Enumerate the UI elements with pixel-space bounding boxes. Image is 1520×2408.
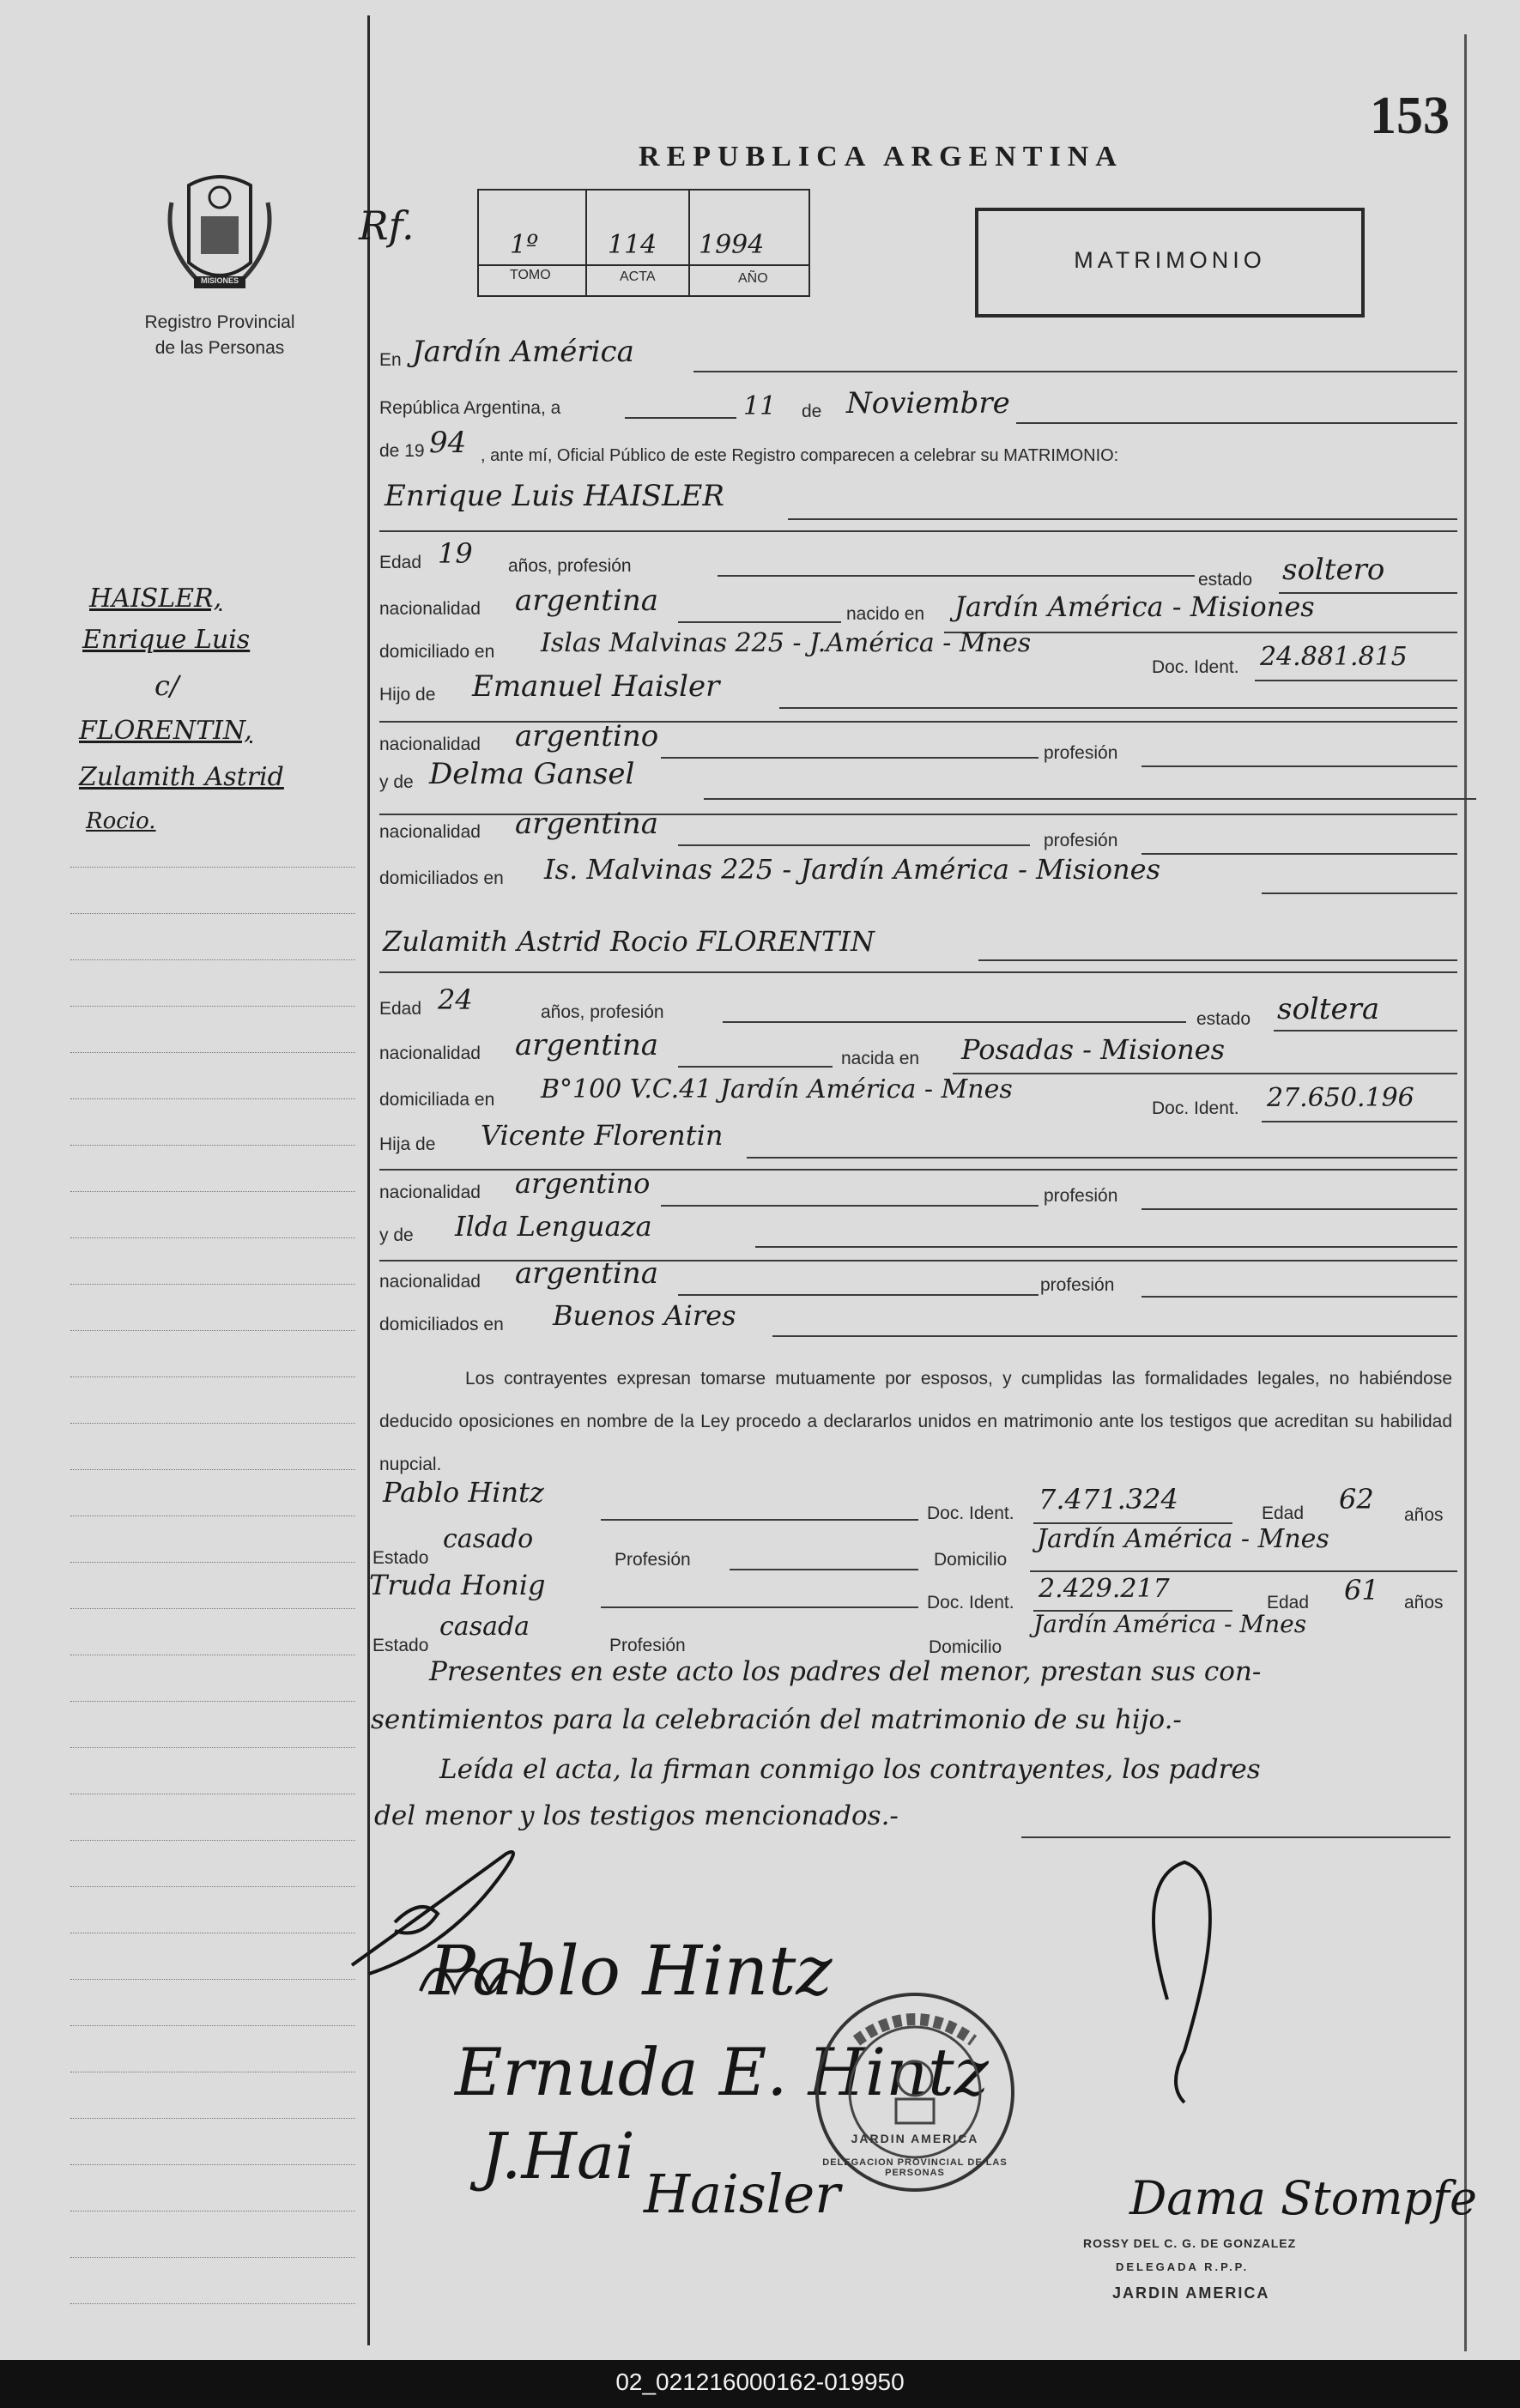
margin-rule-line (70, 2303, 355, 2304)
bride-birthplace: Posadas - Misiones (961, 1033, 1226, 1066)
groom-nationality: argentina (515, 584, 659, 618)
label-domicilio: Domicilio (934, 1550, 1008, 1570)
groom-doc: 24.881.815 (1260, 642, 1408, 672)
annotation-line: Leída el acta, la firman conmigo los contrayentes, los padres (439, 1754, 1261, 1785)
margin-note-line: c/ (154, 669, 179, 702)
witness-1-doc: 7.471.324 (1039, 1483, 1178, 1516)
tomo-label: TOMO (510, 268, 551, 282)
margin-rule-line (70, 1284, 355, 1285)
margin-rule-line (70, 2257, 355, 2258)
annotation-line: del menor y los testigos mencionados.- (374, 1800, 899, 1831)
margin-rule-line (70, 1006, 355, 1007)
groom-father: Emanuel Haisler (472, 669, 720, 704)
groom-status: soltero (1282, 553, 1385, 587)
bride-mother-nationality: argentina (515, 1256, 659, 1291)
label-domicilio: Domicilio (929, 1637, 1002, 1657)
acta-value: 114 (608, 230, 657, 260)
rf-mark: Rf. (359, 203, 415, 249)
label-nacionalidad: nacionalidad (379, 599, 481, 619)
margin-rule-line (70, 1747, 355, 1748)
witness-2-address: Jardín América - Mnes (1033, 1610, 1307, 1638)
label-doc-ident: Doc. Ident. (927, 1593, 1014, 1612)
label-de: de (802, 402, 822, 421)
bride-nationality: argentina (515, 1028, 659, 1062)
margin-rule-line (70, 2025, 355, 2026)
label-nacionalidad: nacionalidad (379, 1272, 481, 1292)
label-doc-ident: Doc. Ident. (927, 1503, 1014, 1523)
label-estado: estado (1196, 1009, 1251, 1029)
bride-age: 24 (438, 983, 473, 1016)
label-nacionalidad: nacionalidad (379, 1183, 481, 1202)
bride-father-nationality: argentino (515, 1167, 651, 1200)
margin-rule-line (70, 2118, 355, 2119)
groom-parents-address: Is. Malvinas 225 - Jardín América - Misiones (544, 853, 1160, 886)
margin-rule-line (70, 1469, 355, 1470)
signature: J.Hai (481, 2120, 635, 2193)
witness-1-address: Jardín América - Mnes (1037, 1524, 1329, 1554)
place-value: Jardín América (412, 335, 634, 369)
margin-rule-line (70, 1191, 355, 1192)
signature: Pablo Hintz (429, 1931, 833, 2011)
label-domiciliado-en: domiciliado en (379, 642, 495, 662)
bride-father: Vicente Florentin (481, 1119, 724, 1152)
label-de-19: de 19 (379, 441, 425, 461)
official-stamp-line: ROSSY DEL C. G. DE GONZALEZ (1083, 2236, 1297, 2250)
margin-rule-line (70, 1562, 355, 1563)
label-anios: años (1404, 1505, 1444, 1525)
witness-1-name: Pablo Hintz (383, 1476, 544, 1509)
bride-name: Zulamith Astrid Rocio FLORENTIN (383, 925, 875, 958)
registry-name-line2: de las Personas (154, 338, 285, 358)
margin-rule-line (70, 2164, 355, 2165)
witness-2-doc: 2.429.217 (1039, 1574, 1170, 1604)
bride-doc: 27.650.196 (1267, 1083, 1414, 1113)
margin-rule-line (70, 1330, 355, 1331)
label-comparecen: , ante mí, Oficial Público de este Registro comparecen a celebrar su MATRIMONIO: (481, 446, 1119, 465)
label-republica: República Argentina, a (379, 398, 561, 418)
margin-rule-line (70, 1979, 355, 1980)
label-nacida-en: nacida en (841, 1049, 920, 1068)
label-edad: Edad (379, 999, 422, 1019)
witness-1-status: casado (443, 1524, 534, 1554)
margin-rule-line (70, 1145, 355, 1146)
label-estado: Estado (372, 1636, 429, 1655)
anio-value: 1994 (699, 230, 765, 260)
witness-2-age: 61 (1344, 1574, 1379, 1606)
label-profesion: profesión (1044, 831, 1118, 850)
groom-mother: Delma Gansel (429, 757, 635, 791)
margin-rule-line (70, 1052, 355, 1053)
label-y-de: y de (379, 772, 414, 792)
stamp-text: JARDIN AMERICA (851, 2132, 979, 2145)
document-type-box (975, 208, 1365, 318)
groom-father-nationality: argentino (515, 719, 659, 753)
bride-parents-address: Buenos Aires (553, 1299, 736, 1332)
label-y-de: y de (379, 1225, 414, 1245)
groom-birthplace: Jardín América - Misiones (954, 590, 1315, 623)
margin-rule-line (70, 1376, 355, 1377)
label-profesion: profesión (1044, 1186, 1118, 1206)
margin-rule-line (70, 1098, 355, 1099)
margin-note-line: Rocio. (86, 808, 156, 834)
footer-id: 02_021216000162-019950 (615, 2369, 905, 2395)
label-doc-ident: Doc. Ident. (1152, 1098, 1239, 1118)
signature: Ernuda E. Hintz (455, 2034, 989, 2110)
label-en: En (379, 350, 402, 370)
label-anios-profesion: años, profesión (508, 556, 632, 576)
margin-note-line: FLORENTIN, (79, 716, 252, 746)
tomo-value: 1º (510, 230, 539, 260)
label-doc-ident: Doc. Ident. (1152, 657, 1239, 677)
anio-label: AÑO (738, 271, 768, 286)
page-number: 153 (1370, 87, 1450, 145)
declaration-text: Los contrayentes expresan tomarse mutuamente por esposos, y cumplidas las formalidades legales, no habiéndose deducido oposiciones en nombre de la Ley procedo a declararlos unidos en matrimonio ante los testigos que acreditan su habilidad nupcial. (379, 1369, 1452, 1474)
signature: Dama Stompfe (1129, 2171, 1477, 2225)
official-stamp-line: JARDIN AMERICA (1112, 2284, 1270, 2302)
acta-label: ACTA (620, 269, 656, 284)
label-domiciliada-en: domiciliada en (379, 1090, 495, 1110)
label-nacionalidad: nacionalidad (379, 1044, 481, 1063)
margin-rule-line (70, 1237, 355, 1238)
label-edad: Edad (379, 553, 422, 572)
label-nacionalidad: nacionalidad (379, 822, 481, 842)
label-profesion: Profesión (609, 1636, 686, 1655)
bride-address: B°100 V.C.41 Jardín América - Mnes (541, 1074, 1013, 1104)
witness-1-age: 62 (1339, 1483, 1374, 1516)
label-profesion: profesión (1040, 1275, 1115, 1295)
label-domiciliados-en: domiciliados en (379, 1315, 504, 1334)
margin-rule-line (70, 959, 355, 960)
day-value: 11 (743, 391, 777, 421)
label-estado: estado (1198, 570, 1253, 590)
official-round-stamp (812, 1989, 1018, 2195)
margin-rule-line (70, 1423, 355, 1424)
label-domiciliados-en: domiciliados en (379, 868, 504, 888)
groom-age: 19 (438, 537, 473, 570)
margin-rule-line (70, 1608, 355, 1609)
annotation-line: sentimientos para la celebración del matrimonio de su hijo.- (371, 1704, 1182, 1735)
registry-name-line1: Registro Provincial (144, 312, 295, 332)
label-hija-de: Hija de (379, 1134, 436, 1154)
margin-rule-line (70, 867, 355, 868)
witness-2-name: Truda Honig (369, 1569, 546, 1601)
year-value: 94 (429, 426, 467, 460)
coat-of-arms-seal (163, 168, 276, 295)
groom-mother-nationality: argentina (515, 807, 659, 841)
page-right-rule (1464, 34, 1467, 2351)
margin-rule-line (70, 1840, 355, 1841)
footer-bar (0, 2360, 1520, 2408)
margin-rule-line (70, 1886, 355, 1887)
label-profesion: profesión (1044, 743, 1118, 763)
label-hijo-de: Hijo de (379, 685, 436, 705)
label-anios: años (1404, 1593, 1444, 1612)
label-estado: Estado (372, 1548, 429, 1568)
record-box (477, 189, 810, 297)
annotation-line: Presentes en este acto los padres del menor, prestan sus con- (429, 1656, 1262, 1687)
label-nacido-en: nacido en (846, 604, 925, 624)
stamp-ring-text: DELEGACION PROVINCIAL DE LAS PERSONAS (822, 2157, 1008, 2178)
document-type: MATRIMONIO (1074, 247, 1266, 273)
bride-mother: Ilda Lenguaza (455, 1210, 652, 1243)
label-nacionalidad: nacionalidad (379, 735, 481, 754)
month-value: Noviembre (846, 386, 1010, 420)
label-edad: Edad (1267, 1593, 1310, 1612)
label-anios-profesion: años, profesión (541, 1002, 664, 1022)
signature: Haisler (644, 2163, 840, 2225)
margin-rule-line (70, 913, 355, 914)
margin-note-line: Enrique Luis (82, 625, 251, 655)
label-edad: Edad (1262, 1503, 1305, 1523)
groom-name: Enrique Luis HAISLER (385, 479, 724, 513)
label-profesion: Profesión (615, 1550, 691, 1570)
groom-address: Islas Malvinas 225 - J.América - Mnes (541, 628, 1032, 658)
margin-note-line: Zulamith Astrid (79, 762, 284, 792)
witness-2-status: casada (439, 1612, 530, 1642)
bride-status: soltera (1277, 992, 1380, 1026)
official-stamp-line: DELEGADA R.P.P. (1116, 2260, 1250, 2273)
margin-rule-line (70, 1701, 355, 1702)
margin-note-line: HAISLER, (89, 584, 222, 614)
seal-caption: MISIONES (200, 276, 239, 285)
country-heading: REPUBLICA ARGENTINA (639, 141, 1123, 172)
